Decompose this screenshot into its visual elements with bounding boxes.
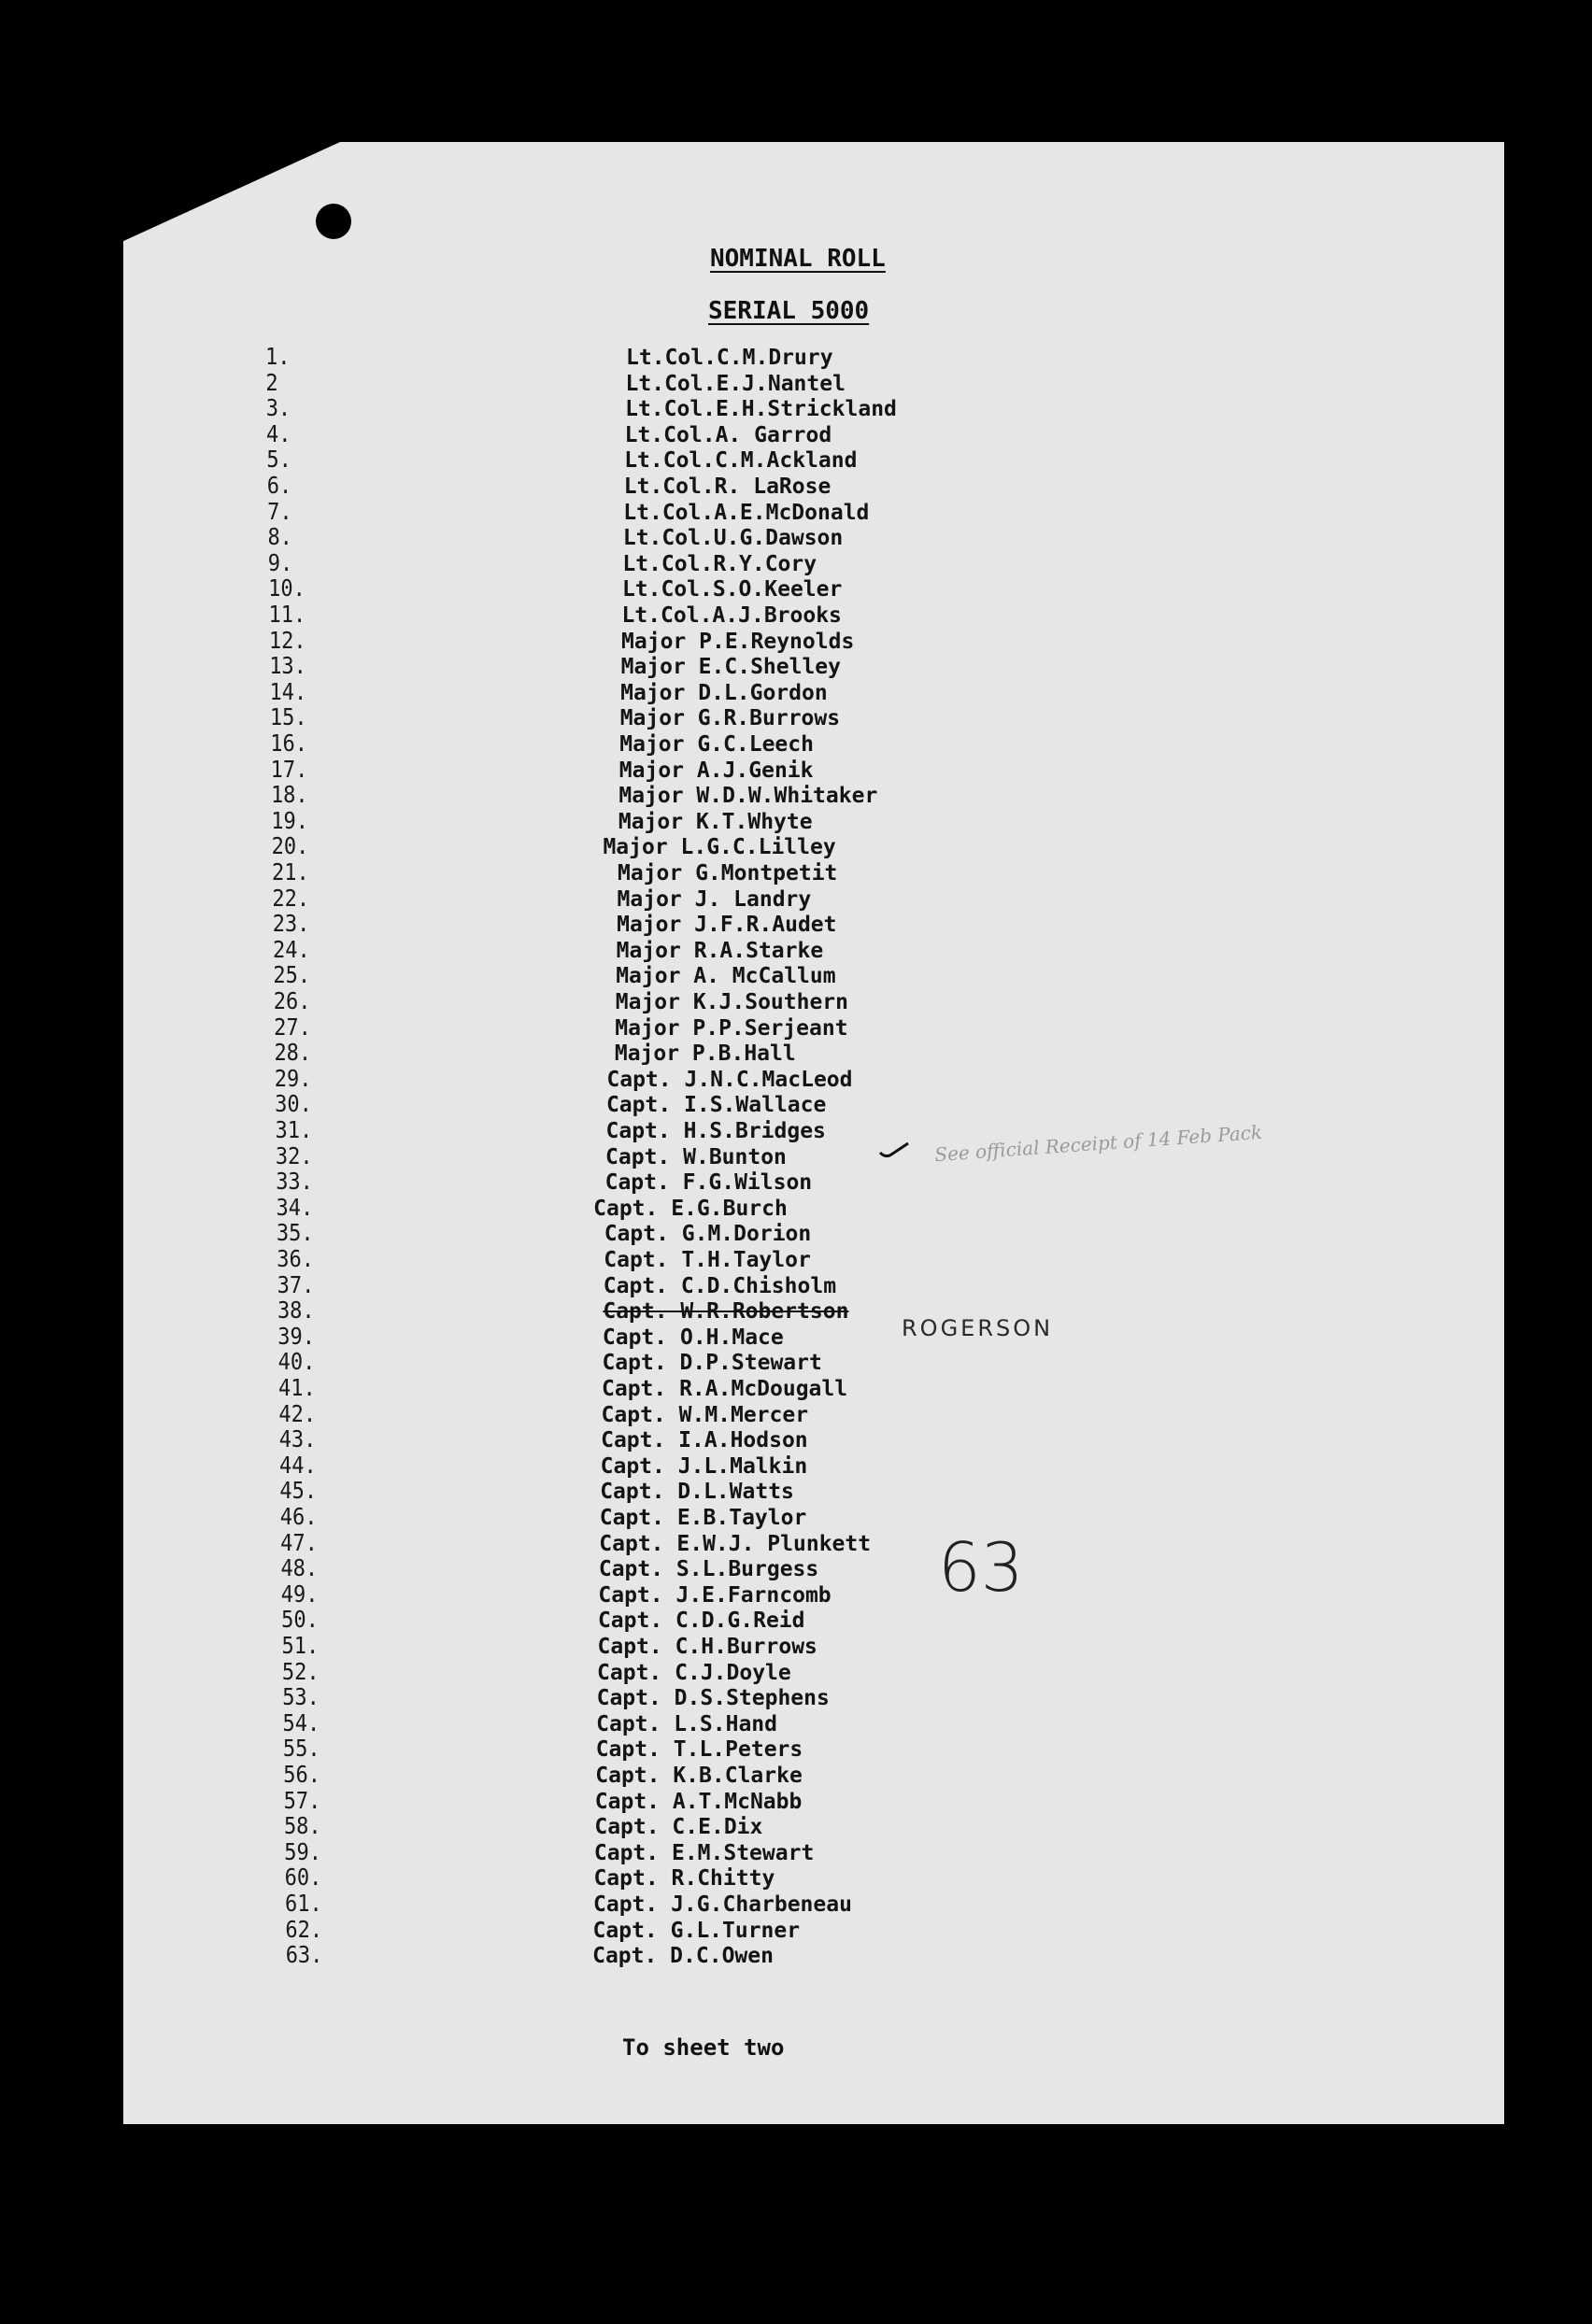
roll-entry <box>0 1580 1592 1609</box>
entry-number: 5. <box>266 446 291 475</box>
roll-entry <box>0 1119 1592 1145</box>
entry-number: 38. <box>277 1297 315 1325</box>
entry-number: 43. <box>278 1426 317 1454</box>
entry-number: 58. <box>283 1813 321 1841</box>
entry-number: 49. <box>280 1580 319 1608</box>
roll-entry <box>0 1065 1592 1094</box>
roll-entry <box>0 655 1592 681</box>
entry-number: 33. <box>276 1169 313 1197</box>
entry-name: Capt. D.L.Watts <box>600 1480 794 1505</box>
roll-entry <box>0 1608 1592 1635</box>
entry-name: Lt.Col.R.Y.Cory <box>622 551 817 576</box>
handwritten-correction: ROGERSON <box>902 1315 1054 1341</box>
roll-entry <box>0 964 1592 990</box>
roll-entry <box>0 1737 1592 1764</box>
entry-name: Major L.G.C.Lilley <box>603 835 836 860</box>
entry-name: Lt.Col.C.M.Ackland <box>624 448 858 474</box>
roll-entry <box>0 732 1592 758</box>
entry-number: 52. <box>281 1658 320 1686</box>
entry-number: 48. <box>280 1555 319 1583</box>
entry-number: 26. <box>273 988 311 1015</box>
entry-number: 57. <box>283 1787 321 1815</box>
roll-entry <box>0 1635 1592 1661</box>
roll-entry <box>0 1764 1592 1790</box>
entry-number: 53. <box>282 1684 320 1712</box>
entry-number: 1. <box>265 344 291 371</box>
footer-text: To sheet two <box>622 2034 785 2061</box>
entry-number: 19. <box>271 807 309 835</box>
entry-number: 45. <box>279 1478 318 1506</box>
entry-name: Capt. G.M.Dorion <box>604 1222 812 1247</box>
entry-name: Capt. F.G.Wilson <box>604 1170 813 1196</box>
roll-entry <box>0 1506 1592 1532</box>
entry-number: 22. <box>272 885 310 913</box>
roll-entry <box>0 1529 1592 1558</box>
entry-name: Capt. R.A.McDougall <box>602 1377 848 1401</box>
entry-number: 32. <box>275 1142 313 1170</box>
serial-heading: SERIAL 5000 <box>708 297 870 325</box>
entry-number: 31. <box>275 1117 313 1144</box>
roll-entry <box>0 1299 1592 1325</box>
entry-name: Major G.R.Burrows <box>619 706 841 731</box>
roll-entry <box>0 1093 1592 1119</box>
entry-number: 25. <box>273 962 311 990</box>
roll-entry <box>0 1787 1592 1816</box>
entry-name: Capt. I.A.Hodson <box>601 1428 808 1453</box>
entry-name: Major W.D.W.Whitaker <box>618 784 878 809</box>
roll-entry <box>0 1838 1592 1867</box>
roll-entry <box>0 1271 1592 1300</box>
entry-number: 40. <box>277 1349 316 1377</box>
entry-name: Capt. J.N.C.MacLeod <box>606 1067 853 1092</box>
roll-entry <box>0 1325 1592 1352</box>
roll-entry <box>0 784 1592 810</box>
roll-entry <box>0 1454 1592 1481</box>
roll-entry <box>0 1428 1592 1454</box>
entry-name: Major D.L.Gordon <box>620 680 828 705</box>
entry-number: 9. <box>267 549 293 577</box>
roll-entry <box>0 397 1592 423</box>
entry-name: Major G.C.Leech <box>619 732 814 757</box>
roll-entry <box>0 861 1592 887</box>
entry-name: Capt. J.G.Charbeneau <box>593 1892 852 1917</box>
entry-name: Capt. E.W.J. Plunkett <box>599 1531 872 1556</box>
roll-entry <box>0 1042 1592 1068</box>
entry-name: Major G.Montpetit <box>618 861 838 886</box>
roll-entry <box>0 1222 1592 1248</box>
entry-name: Lt.Col.C.M.Drury <box>626 346 833 370</box>
roll-entry <box>0 1400 1592 1429</box>
roll-entry <box>0 346 1592 372</box>
entry-name: Major P.B.Hall <box>614 1042 796 1067</box>
entry-number: 7. <box>267 498 292 526</box>
entry-name: Capt. O.H.Mace <box>602 1325 784 1350</box>
entry-name: Lt.Col.A.E.McDonald <box>623 500 870 525</box>
entry-number: 46. <box>279 1504 318 1531</box>
entry-name: Capt. C.D.G.Reid <box>597 1608 805 1634</box>
entry-number: 50. <box>281 1607 319 1635</box>
entry-number: 44. <box>279 1452 317 1480</box>
entry-number: 59. <box>284 1838 322 1866</box>
entry-number: 37. <box>277 1271 315 1299</box>
roll-entry <box>0 1480 1592 1506</box>
entry-name: Lt.Col.E.H.Strickland <box>625 397 897 422</box>
entry-number: 29. <box>274 1065 312 1093</box>
entry-name: Major P.E.Reynolds <box>621 629 855 654</box>
entry-number: 15. <box>269 704 307 732</box>
handwritten-note: See official Receipt of 14 Feb Pack <box>933 1120 1263 1167</box>
entry-number: 8. <box>267 524 292 552</box>
entry-name: Major A. McCallum <box>616 964 836 989</box>
check-mark-icon <box>878 1141 910 1158</box>
roll-entry <box>0 577 1592 603</box>
entry-name: Capt. D.S.Stephens <box>596 1686 830 1711</box>
roll-entry <box>0 887 1592 914</box>
entry-number: 55. <box>282 1736 320 1764</box>
entry-number: 54. <box>282 1709 320 1737</box>
entry-name: Capt. L.S.Hand <box>596 1711 778 1736</box>
entry-name: Capt. E.B.Taylor <box>599 1506 807 1530</box>
punch-hole <box>316 204 351 239</box>
entry-number: 39. <box>277 1323 316 1351</box>
entry-name: Capt. C.H.Burrows <box>597 1635 817 1659</box>
roll-entry <box>0 549 1592 578</box>
roll-entry <box>0 1658 1592 1687</box>
roll-entry <box>0 1377 1592 1403</box>
entry-number: 18. <box>270 782 308 810</box>
roll-entry <box>0 1557 1592 1583</box>
entry-name: Major K.T.Whyte <box>618 809 813 834</box>
roll-entry <box>0 498 1592 527</box>
entry-name: Capt. J.L.Malkin <box>600 1453 808 1479</box>
roll-entry <box>0 706 1592 732</box>
roll-entry <box>0 1351 1592 1377</box>
entry-name: Capt. C.D.Chisholm <box>603 1273 837 1298</box>
entry-number: 35. <box>276 1220 314 1248</box>
entry-number: 60. <box>284 1864 322 1892</box>
entry-number: 6. <box>266 473 292 500</box>
entry-name: Capt. E.M.Stewart <box>593 1840 815 1865</box>
roll-entry <box>0 1013 1592 1042</box>
entry-number: 14. <box>269 678 307 706</box>
entry-number: 51. <box>281 1633 320 1660</box>
entry-number: 61. <box>285 1891 322 1918</box>
roll-entry <box>0 627 1592 656</box>
entry-number: 28. <box>274 1040 312 1068</box>
entry-name: Capt. T.H.Taylor <box>604 1248 811 1272</box>
entry-name: Capt. W.R.Robertson <box>603 1299 849 1325</box>
entry-number: 16. <box>270 730 307 758</box>
entry-number: 2 <box>265 369 278 397</box>
entry-number: 42. <box>278 1400 317 1428</box>
roll-entry <box>0 475 1592 501</box>
entry-name: Capt. K.B.Clarke <box>595 1764 803 1788</box>
entry-name: Capt. C.J.Doyle <box>597 1660 791 1685</box>
entry-number: 13. <box>269 653 306 681</box>
entry-name: Major P.P.Serjeant <box>615 1015 848 1041</box>
roll-entry <box>0 1892 1592 1919</box>
roll-entry <box>0 1686 1592 1712</box>
entry-name: Capt. D.P.Stewart <box>602 1351 822 1376</box>
entry-number: 3. <box>265 395 291 423</box>
entry-name: Major K.J.Southern <box>615 990 848 1014</box>
entry-name: Capt. C.E.Dix <box>594 1815 763 1840</box>
roll-entry <box>0 835 1592 861</box>
entry-name: Capt. G.L.Turner <box>592 1918 801 1943</box>
roll-entry <box>0 1815 1592 1841</box>
roll-entry <box>0 1248 1592 1274</box>
entry-name: Capt. J.E.Farncomb <box>598 1582 832 1608</box>
document-title: NOMINAL ROLL <box>710 245 886 273</box>
entry-name: Capt. A.T.McNabb <box>594 1789 803 1814</box>
roll-entry <box>0 990 1592 1016</box>
entry-number: 4. <box>266 420 291 448</box>
roll-entry <box>0 1194 1592 1223</box>
entry-name: Major R.A.Starke <box>616 938 824 963</box>
roll-entry <box>0 603 1592 630</box>
entry-name: Capt. T.L.Peters <box>595 1737 803 1763</box>
entry-number: 11. <box>268 602 306 629</box>
entry-name: Major E.C.Shelley <box>620 655 841 680</box>
roll-entry <box>0 758 1592 785</box>
entry-name: Capt. R.Chitty <box>593 1866 775 1892</box>
roll-entry <box>0 936 1592 965</box>
nominal-roll-list <box>0 346 1592 1991</box>
entry-name: Lt.Col.E.J.Nantel <box>625 371 846 396</box>
entry-name: Capt. W.Bunton <box>605 1144 787 1169</box>
roll-entry <box>0 1866 1592 1892</box>
roll-entry <box>0 1170 1592 1197</box>
roll-entry <box>0 1944 1592 1970</box>
entry-number: 56. <box>283 1762 320 1789</box>
entry-number: 47. <box>280 1529 318 1557</box>
roll-entry <box>0 807 1592 836</box>
roll-entry <box>0 369 1592 398</box>
entry-number: 27. <box>274 1013 311 1042</box>
entry-number: 21. <box>272 859 309 886</box>
entry-number: 36. <box>277 1246 314 1273</box>
entry-name: Lt.Col.A.J.Brooks <box>621 603 842 628</box>
entry-name: Capt. D.C.Owen <box>592 1944 774 1969</box>
entry-number: 62. <box>285 1916 323 1944</box>
entry-name: Major A.J.Genik <box>618 758 814 783</box>
entry-number: 63. <box>285 1942 323 1970</box>
entry-name: Capt. I.S.Wallace <box>605 1093 827 1118</box>
roll-entry <box>0 448 1592 475</box>
entry-number: 30. <box>275 1091 312 1119</box>
entry-name: Major J.F.R.Audet <box>617 913 837 938</box>
roll-entry <box>0 420 1592 449</box>
entry-number: 20. <box>271 833 309 861</box>
handwritten-count: 63 <box>938 1528 1024 1607</box>
entry-name: Capt. E.G.Burch <box>593 1196 788 1221</box>
entry-number: 12. <box>268 627 306 655</box>
entry-number: 41. <box>278 1375 316 1402</box>
roll-entry <box>0 1709 1592 1738</box>
entry-number: 17. <box>270 756 308 784</box>
entry-number: 10. <box>268 575 306 603</box>
entry-number: 24. <box>273 936 310 964</box>
entry-name: Lt.Col.U.G.Dawson <box>622 526 844 551</box>
entry-number: 23. <box>272 911 310 939</box>
roll-entry <box>0 1916 1592 1945</box>
roll-entry <box>0 526 1592 552</box>
entry-name: Major J. Landry <box>617 886 812 912</box>
entry-name: Capt. H.S.Bridges <box>605 1119 826 1143</box>
entry-name: Lt.Col.R. LaRose <box>623 475 832 499</box>
roll-entry <box>0 678 1592 707</box>
entry-number: 34. <box>276 1194 314 1222</box>
entry-name: Lt.Col.S.O.Keeler <box>621 577 843 602</box>
roll-entry <box>0 913 1592 939</box>
entry-name: Capt. S.L.Burgess <box>598 1557 819 1582</box>
entry-name: Lt.Col.A. Garrod <box>624 422 832 447</box>
entry-name: Capt. W.M.Mercer <box>601 1402 809 1427</box>
